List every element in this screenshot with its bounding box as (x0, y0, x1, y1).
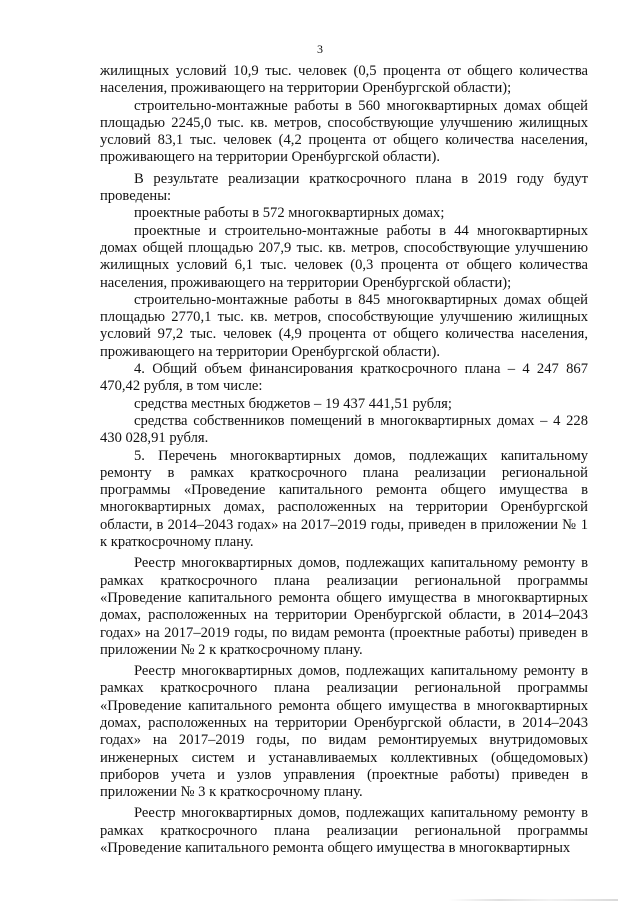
paragraph-continuation: жилищных условий 10,9 тыс. человек (0,5 процента от общего количества населения, проживающего на территории Оренбургской области); (100, 63, 588, 97)
paragraph-registry-continued: Реестр многоквартирных домов, подлежащих капитальному ремонту в рамках краткосрочного плана реализации региональной программы «Проведение капитального ремонта общего имущества в многоквартирных (100, 805, 588, 857)
paragraph-registry-appendix-2: Реестр многоквартирных домов, подлежащих капитальному ремонту в рамках краткосрочного плана реализации региональной программы «Проведение капитального ремонта общего имущества в многоквартирных домах, расположенных на территории Оренбургской области, в 2014–2043 годах» на 2017–2019 годы, по видам ремонта (проектные работы) приведен в приложении № 2 к краткосрочному плану. (100, 555, 588, 658)
paragraph-financing-total: 4. Общий объем финансирования краткосрочного плана – 4 247 867 470,42 рубля, в том числе: (100, 361, 588, 395)
paragraph-registry-appendix-3: Реестр многоквартирных домов, подлежащих капитальному ремонту в рамках краткосрочного плана реализации региональной программы «Проведение капитального ремонта общего имущества в многоквартирных домах, расположенных на территории Оренбургской области, в 2014–2043 годах» на 2017–2019 годы, по видам ремонтируемых внутридомовых инженерных систем и устанавливаемых коллективных (общедомовых) приборов учета и узлов управления (проектные работы) приведен в приложении № 3 к краткосрочному плану. (100, 663, 588, 801)
paragraph-construction-2019: строительно-монтажные работы в 845 многоквартирных домах общей площадью 2770,1 тыс. кв. метров, способствующие улучшению жилищных условий 97,2 тыс. человек (4,9 процента от общего количества населения, проживающего на территории Оренбургской области). (100, 291, 588, 360)
scan-edge-mark (448, 899, 618, 901)
paragraph-owners-funds: средства собственников помещений в многоквартирных домах – 4 228 430 028,91 рубля. (100, 412, 588, 447)
page-number: 3 (317, 42, 323, 56)
body-text (100, 63, 588, 857)
paragraph-2019-intro: В результате реализации краткосрочного плана в 2019 году будут проведены: (100, 170, 588, 205)
paragraph-list-appendix-1: 5. Перечень многоквартирных домов, подлежащих капитальному ремонту в рамках краткосрочного плана реализации региональной программы «Проведение капитального ремонта общего имущества в многоквартирных домах, расположенных на территории Оренбургской области, в 2014–2043 годах» на 2017–2019 годы, приведен в приложении № 1 к краткосрочному плану. (100, 447, 588, 551)
paragraph-design-and-construction: проектные и строительно-монтажные работы в 44 многоквартирных домах общей площадью 207,9 тыс. кв. метров, способствующие улучшению жилищных условий 6,1 тыс. человек (0,3 процента от общего количества населения, проживающего на территории Оренбургской области); (100, 222, 588, 291)
paragraph-design-works: проектные работы в 572 многоквартирных домах; (134, 205, 445, 222)
paragraph-construction-works: строительно-монтажные работы в 560 многоквартирных домах общей площадью 2245,0 тыс. кв. метров, способствующие улучшению жилищных условий 83,1 тыс. человек (4,2 процента от общего количества населения, проживающего на территории Оренбургской области). (100, 97, 588, 166)
paragraph-local-budgets: средства местных бюджетов – 19 437 441,51 рубля; (134, 395, 452, 412)
